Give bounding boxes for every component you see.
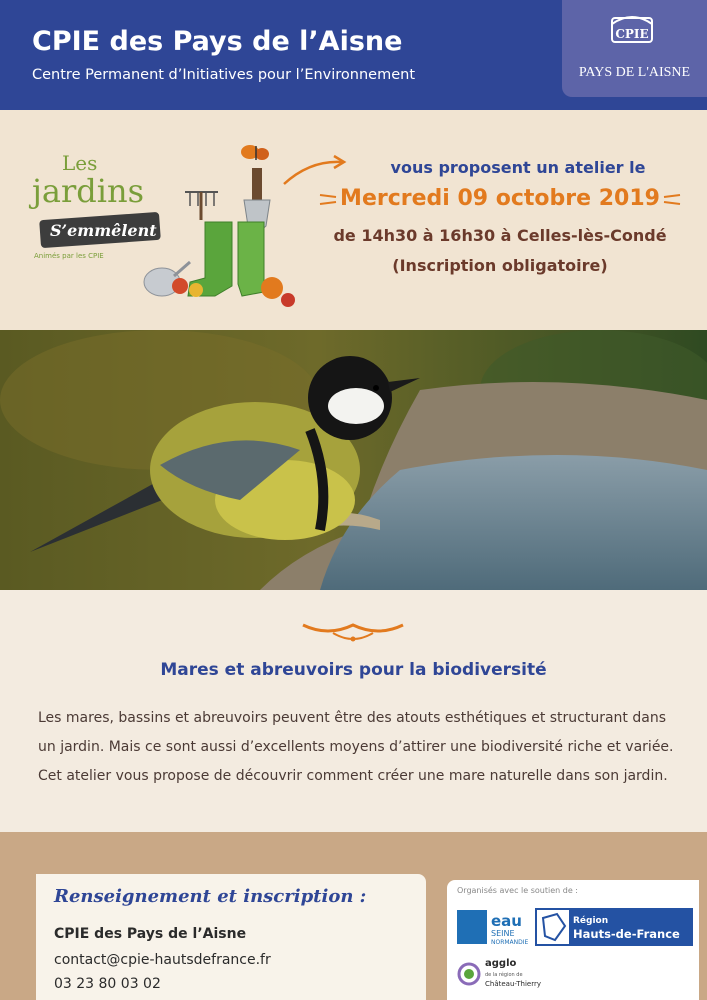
- event-note: (Inscription obligatoire): [392, 256, 608, 275]
- ornament-icon: [293, 615, 413, 645]
- agglo-city: Château-Thierry: [485, 980, 542, 988]
- workshop-title: Mares et abreuvoirs pour la biodiversité: [160, 660, 547, 680]
- contact-phone[interactable]: 03 23 80 03 02: [54, 976, 161, 992]
- event-time-place: de 14h30 à 16h30 à Celles-lès-Condé: [333, 226, 667, 245]
- agglo-sub: de la région de: [485, 972, 523, 978]
- cpie-badge: [562, 0, 707, 97]
- region-logo: [535, 908, 693, 946]
- contact-heading: Renseignement et inscription :: [54, 886, 367, 907]
- agglo-logo: [459, 958, 541, 988]
- eau-text: eau: [491, 912, 522, 930]
- logo-anime: Animés par les CPIE: [34, 252, 104, 260]
- event-section: [0, 110, 707, 332]
- logo-jardins: jardins: [32, 172, 145, 210]
- header-title: CPIE des Pays de l’Aisne: [32, 26, 403, 57]
- badge-logo-text: CPIE: [615, 27, 649, 41]
- bird-photo: [0, 330, 707, 590]
- contact-box: [36, 874, 426, 1000]
- sponsors-label: Organisés avec le soutien de :: [457, 886, 578, 895]
- sponsors-box: [447, 880, 699, 1000]
- logo-semmelent: S’emmêlent: [50, 221, 157, 240]
- sponsor-logos: [447, 896, 699, 1000]
- contact-org: CPIE des Pays de l’Aisne: [54, 926, 247, 942]
- agence-eau-logo: [457, 910, 529, 946]
- agglo-text: agglo: [485, 958, 517, 969]
- header-subtitle: Centre Permanent d’Initiatives pour l’Environnement: [32, 67, 416, 83]
- normandie-text: NORMANDIE: [491, 939, 529, 946]
- workshop-description: Les mares, bassins et abreuvoirs peuvent être des atouts esthétiques et structurant dans un jardin. Mais ce sont aussi d’excellents moyens d’attirer une biodiversité riche et variée. Cet atelier vous propose de découvrir comment créer une mare naturelle dans son jardin.: [38, 710, 674, 784]
- seine-text: SEINE: [491, 929, 515, 938]
- rake-icon: [185, 192, 218, 220]
- contact-email[interactable]: contact@cpie-hautsdefrance.fr: [54, 952, 271, 968]
- date-flourish-right-icon: [662, 190, 682, 210]
- event-date: Mercredi 09 octobre 2019: [340, 186, 660, 211]
- cpie-logo-icon: [562, 0, 707, 62]
- jardins-logo: [10, 130, 300, 340]
- region-name: Hauts-de-France: [573, 927, 680, 941]
- footer-section: [0, 832, 707, 1000]
- event-intro: vous proposent un atelier le: [390, 158, 646, 177]
- region-word: Région: [573, 916, 609, 926]
- badge-label: PAYS DE L'AISNE: [578, 65, 691, 80]
- logo-les: Les: [62, 151, 98, 175]
- butterfly-icon: [241, 145, 269, 160]
